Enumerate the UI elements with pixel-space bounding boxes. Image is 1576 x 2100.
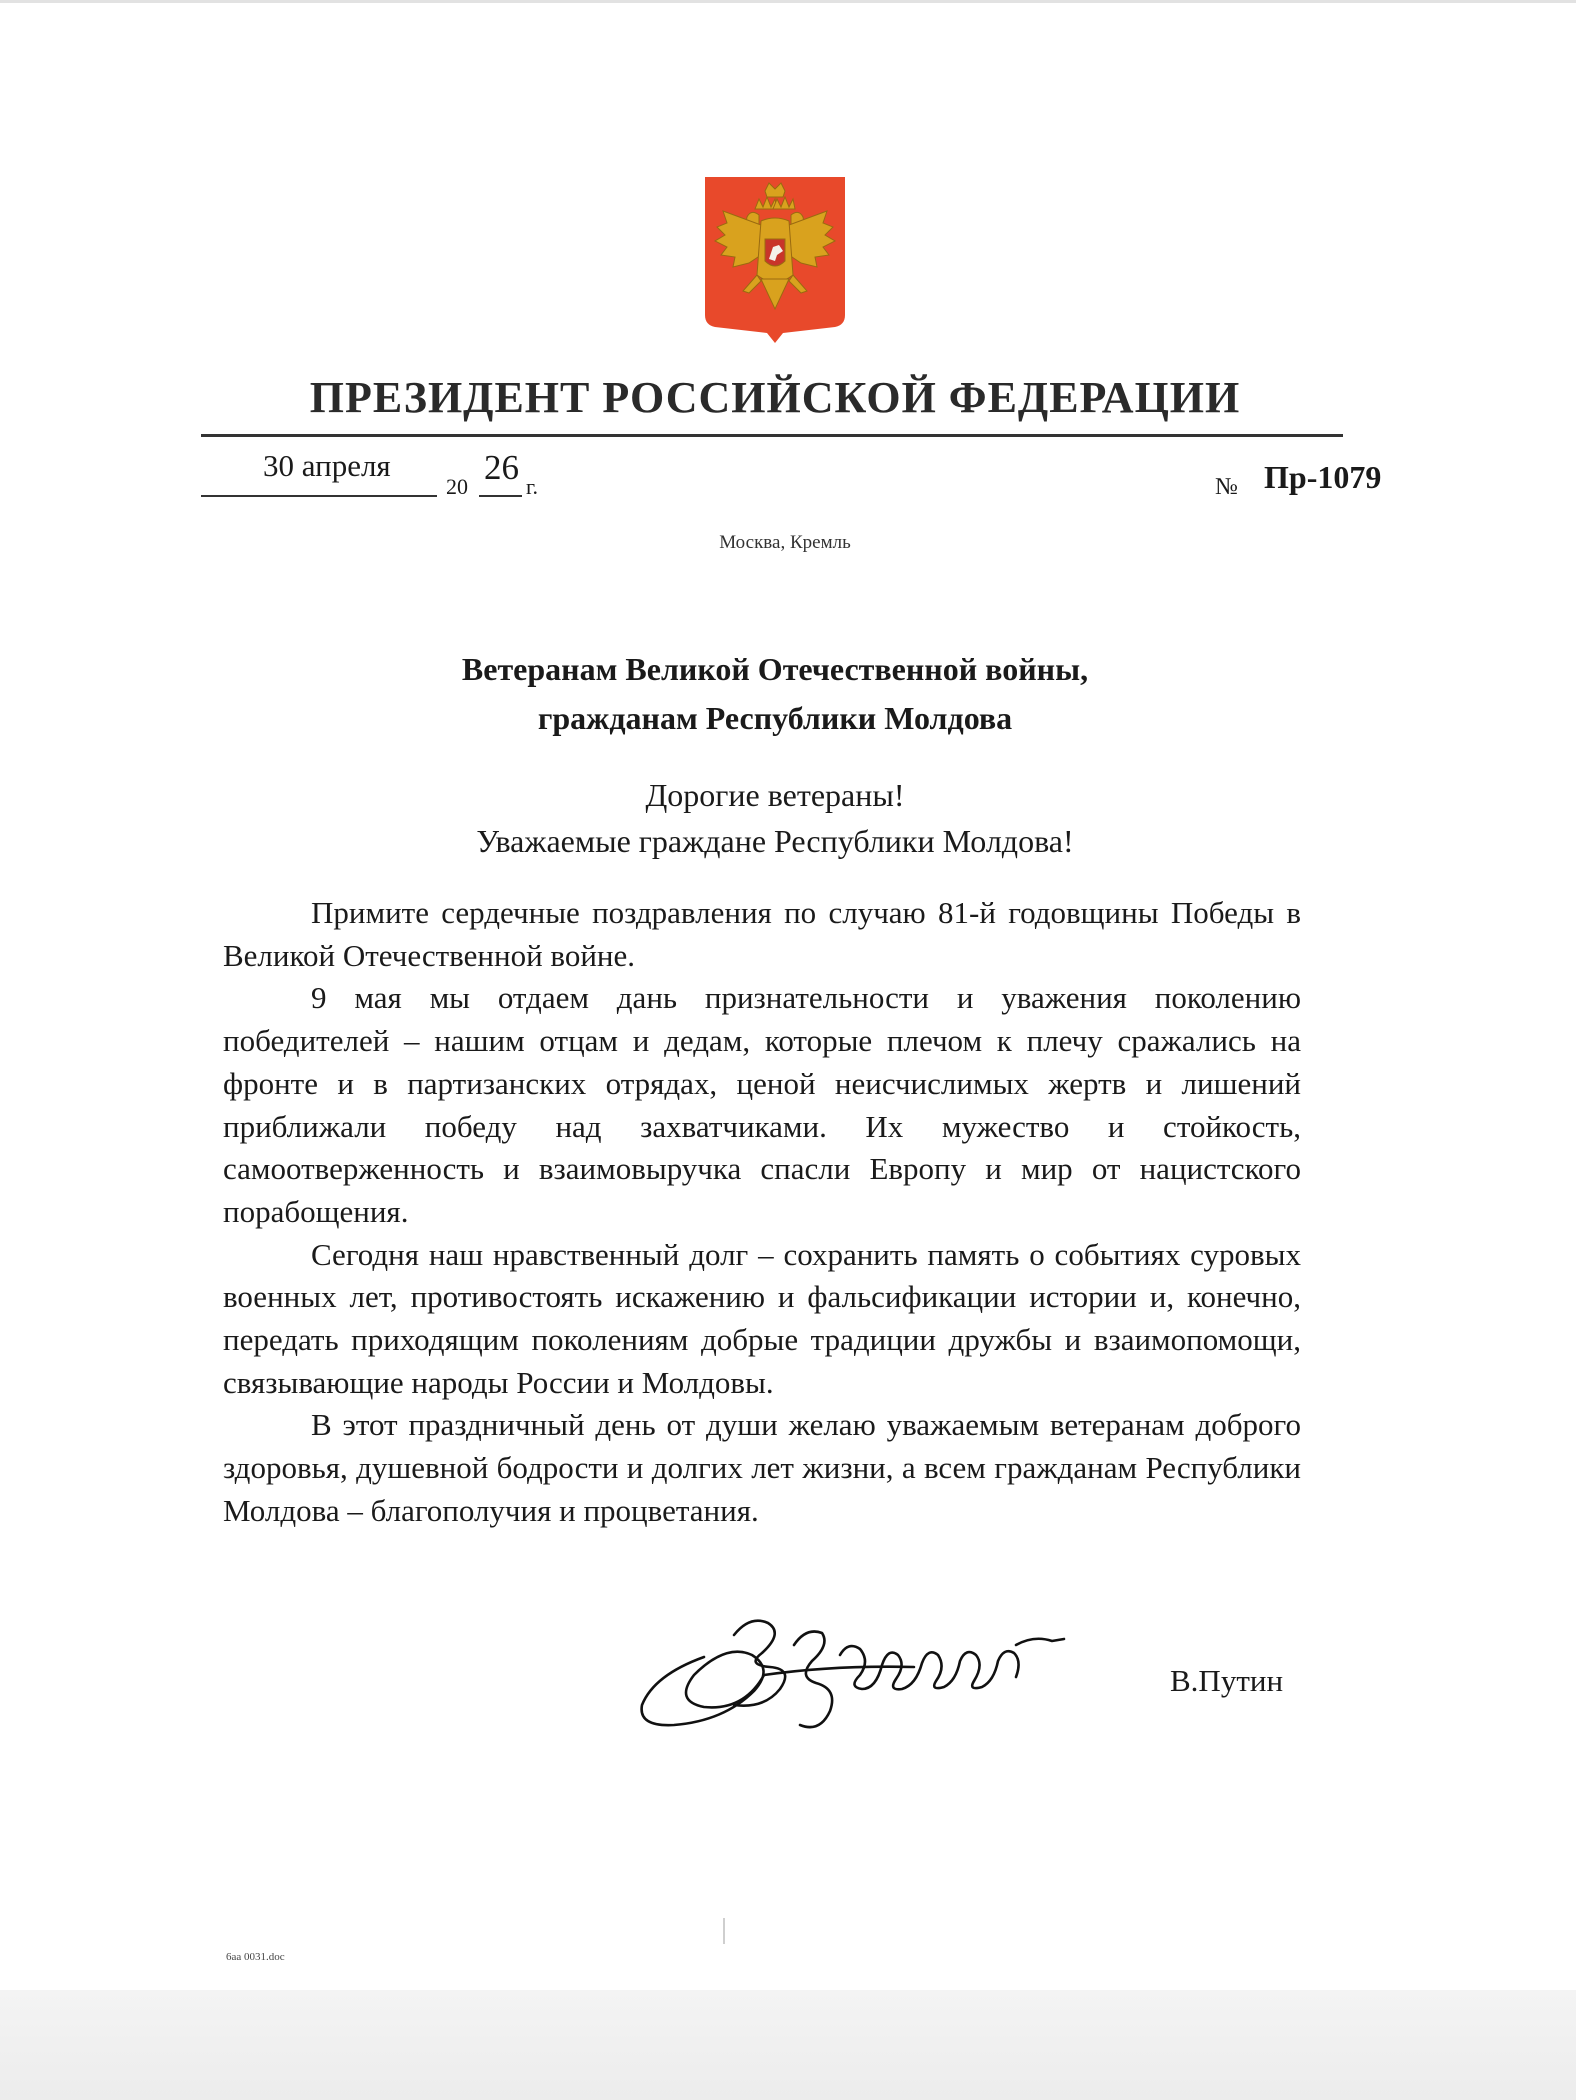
document-number-symbol: №	[1215, 474, 1238, 500]
salutation-line: Уважаемые граждане Республики Молдова!	[476, 823, 1074, 859]
date-year: 26	[484, 448, 519, 487]
date-day: 30 апреля	[263, 448, 391, 483]
scan-artifact	[723, 1918, 725, 1944]
signer-name: В.Путин	[1170, 1663, 1284, 1698]
date-year-suffix: г.	[526, 474, 539, 499]
date-underline	[201, 495, 437, 497]
addressee	[300, 645, 1250, 743]
document-number: Пр-1079	[1264, 459, 1382, 495]
handwritten-signature	[634, 1605, 1104, 1735]
body-paragraph: Примите сердечные поздравления по случаю 81-й годовщины Победы в Великой Отечественной войне.	[223, 895, 1301, 973]
body-paragraph: В этот праздничный день от души желаю уважаемым ветеранам доброго здоровья, душевной бодрости и долгих лет жизни, а всем гражданам Республики Молдова – благополучия и процветания.	[223, 1407, 1301, 1528]
addressee-line: Ветеранам Великой Отечественной войны,	[461, 651, 1089, 687]
document-place: Москва, Кремль	[719, 532, 851, 553]
scan-top-edge	[0, 0, 1576, 3]
body-paragraph: 9 мая мы отдаем дань признательности и уважения поколению победителей – нашим отцам и дедам, которые плечом к плечу сражались на фронте и в партизанских отрядах, ценой неисчислимых жертв и лишений приближали победу над захватчиками. Их мужество и стойкость, самоотверженность и взаимовыручка спасли Европу и мир от нацистского порабощения.	[223, 980, 1301, 1229]
addressee-line: гражданам Республики Молдова	[537, 700, 1013, 736]
salutation-line: Дорогие ветераны!	[645, 777, 905, 813]
year-underline	[479, 495, 522, 497]
organization-title: ПРЕЗИДЕНТ РОССИЙСКОЙ ФЕДЕРАЦИИ	[309, 373, 1241, 422]
file-reference: 6aa 0031.doc	[226, 1951, 285, 1963]
date-year-prefix: 20	[446, 474, 468, 499]
russian-coat-of-arms-icon	[703, 175, 847, 345]
salutation	[300, 772, 1250, 864]
letter-body	[223, 892, 1301, 1533]
scan-bottom-edge	[0, 1990, 1576, 2100]
body-paragraph: Сегодня наш нравственный долг – сохранить память о событиях суровых военных лет, противостоять искажению и фальсификации истории и, конечно, передать приходящим поколениям добрые традиции дружбы и взаимопомощи, связывающие народы России и Молдовы.	[223, 1236, 1301, 1400]
header-rule	[201, 434, 1343, 437]
